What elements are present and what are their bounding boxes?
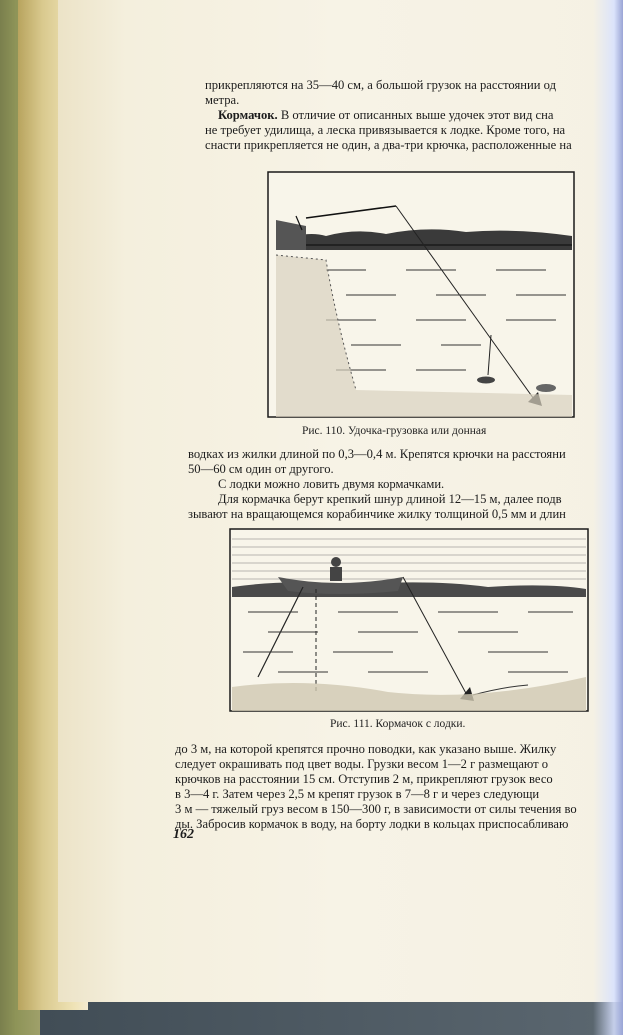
text-line: 50—60 см один от другого. [188, 462, 334, 476]
figure-110-caption: Рис. 110. Удочка-грузовка или донная [302, 425, 487, 437]
text-line: снасти прикрепляется не один, а два-три крючка, расположенные на [205, 138, 572, 152]
section-heading: Кормачок. [218, 108, 278, 122]
scan-light-edge [593, 0, 623, 1035]
text-line: не требует удилища, а леска привязывается к лодке. Кроме того, на [205, 123, 566, 137]
text-line: метра. [205, 93, 240, 107]
figure-111-caption: Рис. 111. Кормачок с лодки. [330, 718, 466, 730]
text-line: до 3 м, на которой крепятся прочно поводки, как указано выше. Жилку [175, 742, 557, 756]
page-number: 162 [173, 827, 194, 842]
text-line: В отличие от описанных выше удочек этот вид сна [277, 108, 554, 122]
text-line: крючков на расстоянии 15 см. Отступив 2 м, прикрепляют грузок весо [175, 772, 553, 786]
text-line: прикрепляются на 35—40 см, а большой грузок на расстоянии од [205, 78, 556, 92]
figure-111-illustration [228, 527, 592, 713]
text-line: С лодки можно ловить двумя кормачками. [218, 477, 445, 491]
figure-110-illustration [266, 170, 578, 420]
text-line: водках из жилки длиной по 0,3—0,4 м. Крепятся крючки на расстояни [188, 447, 566, 461]
text-line: зывают на вращающемся корабинчике жилку толщиной 0,5 мм и длин [188, 507, 566, 521]
text-line: 3 м — тяжелый груз весом в 150—300 г, в зависимости от силы течения во [175, 802, 577, 816]
paragraph-kormachok [218, 108, 553, 123]
text-line: ды. Забросив кормачок в воду, на борту лодки в кольцах приспосабливаю [175, 817, 569, 831]
text-line: в 3—4 г. Затем через 2,5 м крепят грузок в 7—8 г и через следующи [175, 787, 540, 801]
text-line: следует окрашивать под цвет воды. Грузки весом 1—2 г размещают о [175, 757, 549, 771]
text-line: Для кормачка берут крепкий шнур длиной 12—15 м, далее подв [218, 492, 562, 506]
